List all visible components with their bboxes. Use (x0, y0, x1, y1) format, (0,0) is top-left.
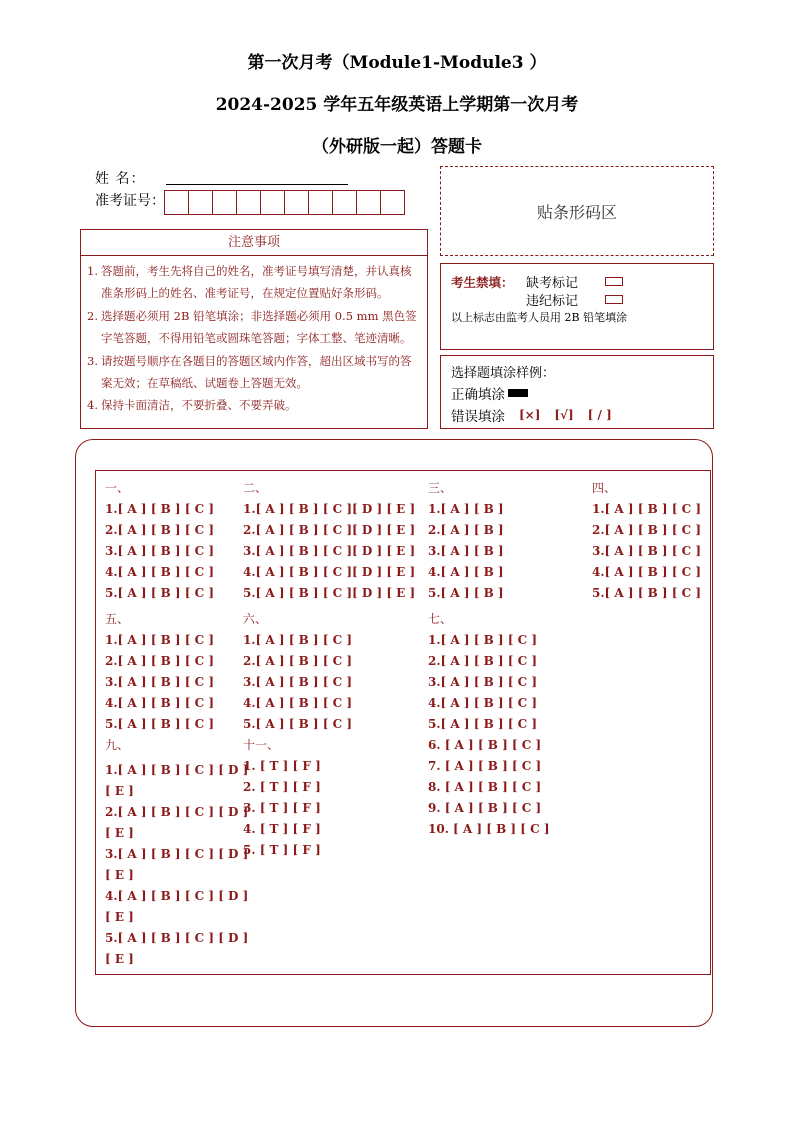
section-3 (428, 480, 504, 606)
answer-row[interactable]: 1. [ T ] [ F ] (243, 759, 321, 773)
exam-id-digit[interactable] (284, 190, 309, 215)
wrong-mark-slash: [ / ] (587, 408, 612, 422)
answer-row[interactable]: 4.[ A ] [ B ] [ C ][ D ] [ E ] (243, 565, 416, 579)
answer-row[interactable]: 3.[ A ] [ B ] [ C ] (105, 544, 215, 558)
answer-row[interactable]: 4. [ T ] [ F ] (243, 822, 321, 836)
answer-row[interactable]: 1.[ A ] [ B ] [ C ][ D ] [ E ] (243, 502, 416, 516)
answer-row[interactable]: 3.[ A ] [ B ] [ C ] (592, 544, 702, 558)
exam-id-digit[interactable] (164, 190, 189, 215)
section-6 (243, 611, 352, 737)
answer-row-wrap[interactable]: [ E ] (105, 868, 134, 882)
answer-row-wrap[interactable]: [ E ] (105, 952, 134, 966)
notice-item: 2. 选择题必须用 2B 铅笔填涂；非选择题必须用 0.5 mm 黑色签字笔答题，不得用铅笔或圆珠笔答题；字体工整、笔迹清晰。 (87, 308, 417, 346)
answer-row[interactable]: 2.[ A ] [ B ] [ C ] (243, 654, 353, 668)
proctor-only-panel (440, 263, 714, 350)
section-heading: 十一、 (243, 738, 280, 752)
answer-row[interactable]: 2.[ A ] [ B ] [ C ] (592, 523, 702, 537)
answer-row[interactable]: 5.[ A ] [ B ] [ C ] (428, 717, 538, 731)
absent-mark-box[interactable] (605, 277, 623, 286)
notice-panel (80, 229, 428, 429)
exam-id-digit[interactable] (236, 190, 261, 215)
answer-row[interactable]: 3.[ A ] [ B ] [ C ] [ D ] (105, 847, 249, 861)
answer-row[interactable]: 9. [ A ] [ B ] [ C ] (428, 801, 542, 815)
answer-row[interactable]: 3. [ T ] [ F ] (243, 801, 321, 815)
answer-row[interactable]: 4.[ A ] [ B ] (428, 565, 504, 579)
filled-mark-icon (508, 389, 528, 397)
section-11 (243, 737, 321, 863)
answer-row[interactable]: 2. [ T ] [ F ] (243, 780, 321, 794)
wrong-mark-cross: [×] (519, 408, 541, 422)
answer-row[interactable]: 4.[ A ] [ B ] [ C ] (105, 565, 215, 579)
answer-row[interactable]: 5.[ A ] [ B ] (428, 586, 504, 600)
exam-id-boxes[interactable] (164, 190, 404, 215)
section-heading: 九、 (105, 738, 130, 752)
answer-row-wrap[interactable]: [ E ] (105, 784, 134, 798)
exam-subtitle: 2024-2025 学年五年级英语上学期第一次月考 (215, 95, 579, 115)
wrong-fill-row: 错误填涂 [×] [√] [ / ] (451, 408, 612, 425)
section-heading: 七、 (428, 612, 453, 626)
absent-mark-row: 缺考标记 (526, 272, 623, 291)
answer-row[interactable]: 3.[ A ] [ B ] [ C ] (243, 675, 353, 689)
answer-row[interactable]: 1.[ A ] [ B ] (428, 502, 504, 516)
barcode-area (440, 166, 714, 256)
name-field[interactable] (166, 184, 348, 185)
notice-item: 4. 保持卡面清洁，不要折叠、不要弄破。 (87, 398, 297, 413)
notice-item: 1. 答题前，考生先将自己的姓名，准考证号填写清楚，并认真核准条形码上的姓名、准考证号，在规定位置贴好条形码。 (87, 264, 412, 301)
exam-id-digit[interactable] (188, 190, 213, 215)
notice-item: 3. 请按题号顺序在各题目的答题区域内作答，超出区域书写的答案无效；在草稿纸、试题卷上答题无效。 (87, 353, 412, 391)
section-1 (105, 480, 214, 606)
answer-row[interactable]: 10. [ A ] [ B ] [ C ] (428, 822, 550, 836)
exam-id-digit[interactable] (260, 190, 285, 215)
answer-row[interactable]: 5.[ A ] [ B ] [ C ][ D ] [ E ] (243, 586, 416, 600)
section-heading: 五、 (105, 612, 130, 626)
barcode-label: 贴条形码区 (536, 202, 617, 222)
answer-row[interactable]: 5.[ A ] [ B ] [ C ] (243, 717, 353, 731)
answer-row[interactable]: 1.[ A ] [ B ] [ C ] (592, 502, 702, 516)
answer-row[interactable]: 8. [ A ] [ B ] [ C ] (428, 780, 542, 794)
name-label: 姓 名： (95, 171, 146, 187)
section-heading: 四、 (592, 481, 617, 495)
exam-title: 第一次月考（Module1-Module3 ） (247, 53, 547, 73)
answer-row[interactable]: 1.[ A ] [ B ] [ C ] [ D ] (105, 763, 249, 777)
wrong-mark-check: [√] (554, 408, 574, 422)
exam-id-label: 准考证号： (95, 193, 165, 209)
section-9 (105, 737, 248, 972)
section-heading: 二、 (243, 481, 268, 495)
answer-row-wrap[interactable]: [ E ] (105, 910, 134, 924)
section-heading: 三、 (428, 481, 453, 495)
answer-row[interactable]: 5. [ T ] [ F ] (243, 843, 321, 857)
answer-row[interactable]: 2.[ A ] [ B ] [ C ] (105, 523, 215, 537)
fill-sample-panel (440, 355, 714, 429)
answer-row[interactable]: 1.[ A ] [ B ] [ C ] (243, 633, 353, 647)
section-5 (105, 611, 214, 737)
answer-row[interactable]: 2.[ A ] [ B ] [ C ] (428, 654, 538, 668)
section-4 (592, 480, 701, 606)
fill-sample-title: 选择题填涂样例： (451, 366, 556, 381)
section-7 (428, 611, 550, 842)
answer-row[interactable]: 3.[ A ] [ B ] [ C ] (428, 675, 538, 689)
answer-row[interactable]: 3.[ A ] [ B ] [ C ][ D ] [ E ] (243, 544, 416, 558)
answer-row[interactable]: 2.[ A ] [ B ] (428, 523, 504, 537)
section-heading: 一、 (105, 481, 130, 495)
answer-row[interactable]: 2.[ A ] [ B ] [ C ] [ D ] (105, 805, 249, 819)
answer-row[interactable]: 4.[ A ] [ B ] [ C ] (243, 696, 353, 710)
answer-row[interactable]: 1.[ A ] [ B ] [ C ] (105, 502, 215, 516)
answer-row[interactable]: 4.[ A ] [ B ] [ C ] (105, 696, 215, 710)
exam-id-digit[interactable] (356, 190, 381, 215)
answer-row[interactable]: 4.[ A ] [ B ] [ C ] [ D ] (105, 889, 249, 903)
answer-row[interactable]: 2.[ A ] [ B ] [ C ][ D ] [ E ] (243, 523, 416, 537)
violation-mark-row: 违纪标记 (526, 290, 623, 309)
section-heading: 六、 (243, 612, 268, 626)
proctor-note: 以上标志由监考人员用 2B 铅笔填涂 (451, 311, 628, 324)
answer-row[interactable]: 2.[ A ] [ B ] [ C ] (105, 654, 215, 668)
answer-row[interactable]: 5.[ A ] [ B ] [ C ] (105, 717, 215, 731)
answer-row[interactable]: 3.[ A ] [ B ] [ C ] (105, 675, 215, 689)
answer-row[interactable]: 5.[ A ] [ B ] [ C ] (105, 586, 215, 600)
violation-mark-box[interactable] (605, 295, 623, 304)
exam-id-digit[interactable] (308, 190, 333, 215)
proctor-only-label: 考生禁填： (451, 275, 514, 290)
answer-row[interactable]: 1.[ A ] [ B ] [ C ] (428, 633, 538, 647)
section-2 (243, 480, 415, 606)
answer-row[interactable]: 4.[ A ] [ B ] [ C ] (428, 696, 538, 710)
answer-row[interactable]: 4.[ A ] [ B ] [ C ] (592, 565, 702, 579)
answer-row[interactable]: 3.[ A ] [ B ] (428, 544, 504, 558)
exam-id-digit[interactable] (212, 190, 237, 215)
exam-id-digit[interactable] (332, 190, 357, 215)
answer-row-wrap[interactable]: [ E ] (105, 826, 134, 840)
answer-row[interactable]: 7. [ A ] [ B ] [ C ] (428, 759, 542, 773)
answer-sheet-title: （外研版一起）答题卡 (312, 137, 482, 157)
exam-id-digit[interactable] (380, 190, 405, 215)
answer-row[interactable]: 6. [ A ] [ B ] [ C ] (428, 738, 542, 752)
answer-row[interactable]: 5.[ A ] [ B ] [ C ] (592, 586, 702, 600)
notice-title: 注意事项 (81, 230, 427, 256)
correct-fill-row: 正确填涂 (451, 383, 703, 403)
answer-row[interactable]: 1.[ A ] [ B ] [ C ] (105, 633, 215, 647)
answer-row[interactable]: 5.[ A ] [ B ] [ C ] [ D ] (105, 931, 249, 945)
